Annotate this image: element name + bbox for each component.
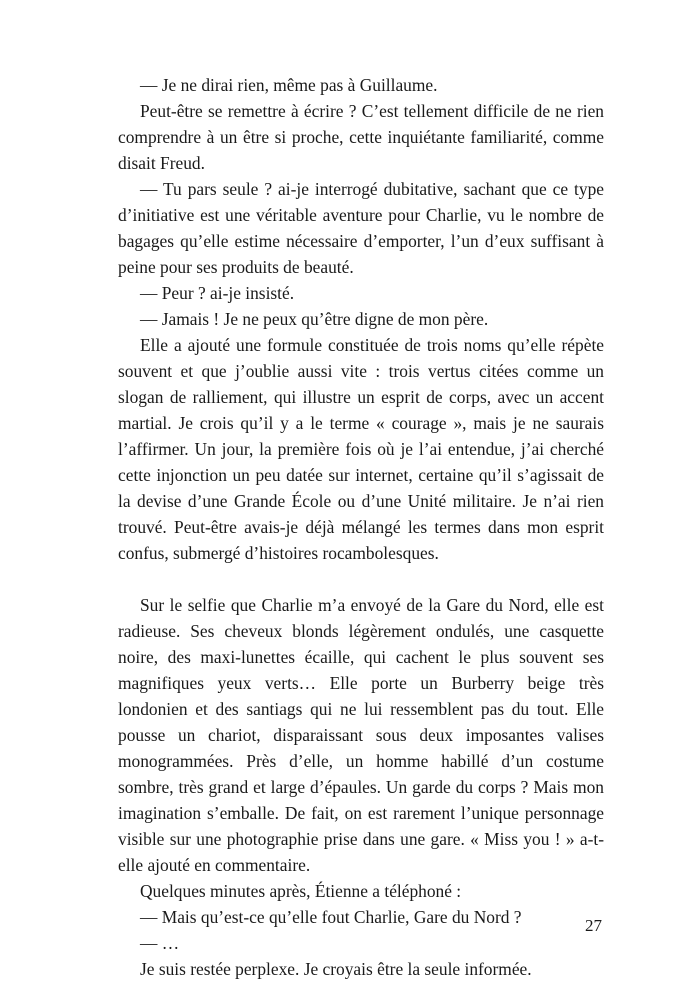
paragraph-5: — Jamais ! Je ne peux qu’être digne de mon père.	[140, 309, 489, 329]
paragraph-8: Quelques minutes après, Étienne a téléphoné :	[140, 881, 462, 901]
page-number: 27	[585, 916, 602, 935]
paragraph-11: Je suis restée perplexe. Je croyais être la seule informée.	[140, 959, 532, 979]
paragraph-4: — Peur ? ai-je insisté.	[140, 283, 295, 303]
paragraph-10: — …	[140, 933, 180, 953]
paragraph-6: Elle a ajouté une formule constituée de trois noms qu’elle répète souvent et que j’oublie aussi vite : trois vertus citées comme un slogan de ralliement, qui illustre un esprit de corps, avec un accent martial. Je crois qu’il y a le terme « courage », mais je ne saurais l’affirmer. Un jour, la première fois où je l’ai entendue, j’ai cherché cette injonction un peu datée sur internet, certaine qu’il s’agissait de la devise d’une Grande École ou d’une Unité militaire. Je n’ai rien trouvé. Peut-être avais-je déjà mélangé les termes dans mon esprit confus, submergé d’histoires rocambolesques.	[118, 335, 604, 563]
body-text	[118, 72, 604, 982]
paragraph-9: — Mais qu’est-ce qu’elle fout Charlie, Gare du Nord ?	[140, 907, 522, 927]
paragraph-3: — Tu pars seule ? ai-je interrogé dubitative, sachant que ce type d’initiative est une véritable aventure pour Charlie, vu le nombre de bagages qu’elle estime nécessaire d’emporter, l’un d’eux suffisant à peine pour ses produits de beauté.	[118, 179, 604, 277]
paragraph-2: Peut-être se remettre à écrire ? C’est tellement difficile de ne rien comprendre à un être si proche, cette inquiétante familiarité, comme disait Freud.	[118, 101, 604, 173]
section-break	[118, 566, 604, 592]
paragraph-7: Sur le selfie que Charlie m’a envoyé de la Gare du Nord, elle est radieuse. Ses cheveux blonds légèrement ondulés, une casquette noire, des maxi-lunettes écaille, qui cachent le plus souvent ses magnifiques yeux verts… Elle porte un Burberry beige très londonien et des santiags qui ne lui ressemblent pas du tout. Elle pousse un chariot, disparaissant sous deux imposantes valises monogrammées. Près d’elle, un homme habillé d’un costume sombre, très grand et large d’épaules. Un garde du corps ? Mais mon imagination s’emballe. De fait, on est rarement l’unique personnage visible sur une photographie prise dans une gare. « Miss you ! » a-t-elle ajouté en commentaire.	[118, 595, 604, 875]
paragraph-1: — Je ne dirai rien, même pas à Guillaume.	[140, 75, 438, 95]
